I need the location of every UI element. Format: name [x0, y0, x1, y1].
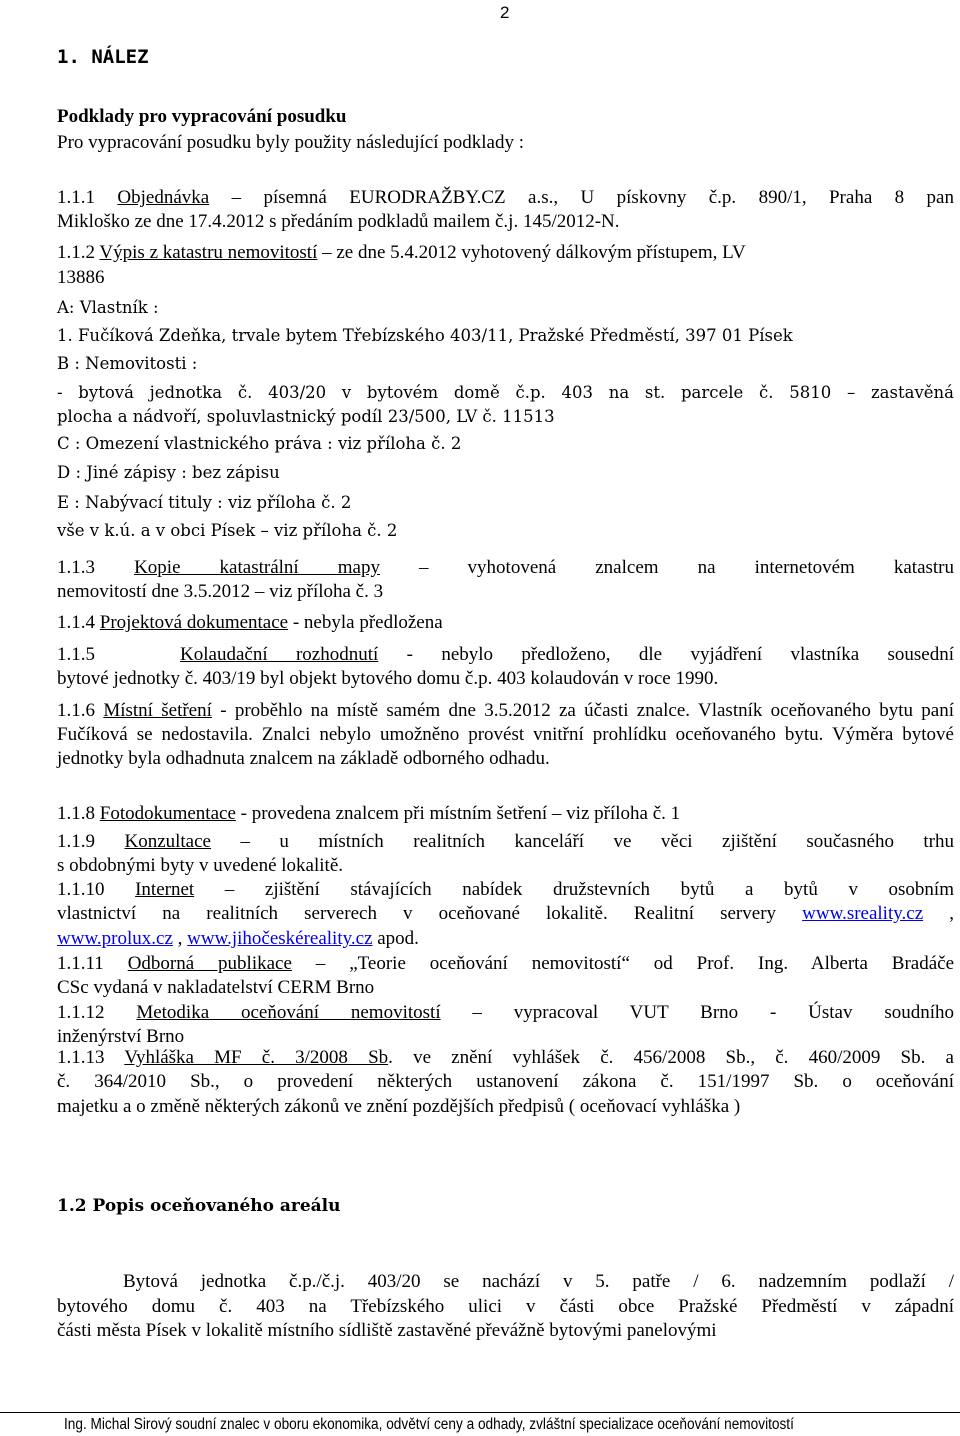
item-1-1-5-line1: [57, 643, 954, 667]
item-title: Odborná publikace: [127, 953, 292, 974]
item-text: - nebyla předložena: [288, 612, 443, 633]
limits-line: C : Omezení vlastnického práva : viz příloha č. 2: [57, 434, 462, 453]
intro-text: Pro vypracování posudku byly použity následující podklady :: [57, 132, 525, 153]
item-number: 1.1.6: [57, 700, 95, 721]
item-title: Kolaudační rozhodnutí: [180, 644, 379, 665]
item-number: 1.1.9: [57, 831, 95, 852]
item-1-1-3-line1: [57, 556, 954, 580]
item-1-1-5-line2: bytové jednotky č. 403/19 byl objekt bytového domu č.p. 403 kolaudován v roce 1990.: [57, 668, 719, 689]
item-text: vlastnictví na realitních serverech v oceňované lokalitě. Realitní servery: [57, 903, 803, 924]
link-jihoceske-reality[interactable]: www.jihočeskéreality.cz: [187, 928, 373, 949]
item-title: Objednávka: [117, 187, 210, 208]
item-title: Vyhláška MF č. 3/2008 Sb: [124, 1047, 389, 1068]
section-heading-nalez: 1. NÁLEZ: [57, 46, 149, 68]
item-number: 1.1.8: [57, 803, 95, 824]
item-text: - nebylo předloženo, dle vyjádření vlastníka sousední: [378, 644, 954, 665]
item-title: Výpis z katastru nemovitostí: [99, 242, 318, 263]
property-label: B : Nemovitosti :: [57, 354, 198, 373]
item-text: . ve znění vyhlášek č. 456/2008 Sb., č. 460/2009 Sb. a: [388, 1047, 954, 1068]
subheading-podklady: Podklady pro vypracování posudku: [57, 106, 347, 127]
item-title: Fotodokumentace: [99, 803, 236, 824]
item-1-1-13-line2: č. 364/2010 Sb., o provedení některých ustanovení zákona č. 151/1997 Sb. o oceňování: [57, 1071, 954, 1092]
property-line1: - bytová jednotka č. 403/20 v bytovém domě č.p. 403 na st. parcele č. 5810 – zastavěná: [57, 383, 954, 402]
item-number: 1.1.11: [57, 953, 104, 974]
item-text: – zjištění stávajících nabídek družstevních bytů a bytů v osobním: [194, 879, 954, 900]
item-number: 1.1.10: [57, 879, 105, 900]
other-entries-line: D : Jiné zápisy : bez zápisu: [57, 463, 280, 482]
item-number: 1.1.1: [57, 187, 95, 208]
item-1-1-1-line2: Mikloško ze dne 17.4.2012 s předáním podkladů mailem č.j. 145/2012-N.: [57, 211, 620, 232]
item-text: – vypracoval VUT Brno - Ústav soudního: [440, 1002, 954, 1023]
item-1-1-9-line1: [57, 830, 954, 854]
item-text: – „Teorie oceňování nemovitostí“ od Prof. Ing. Alberta Bradáče: [291, 953, 955, 974]
item-number: 1.1.2: [57, 242, 95, 263]
owner-text: 1. Fučíková Zdeňka, trvale bytem Třebízského 403/11, Pražské Předměstí, 397 01 Písek: [57, 326, 793, 345]
item-text: - provedena znalcem při místním šetření – viz příloha č. 1: [235, 803, 681, 824]
item-title: Konzultace: [124, 831, 211, 852]
item-1-1-2-line2: 13886: [57, 267, 105, 288]
link-prolux[interactable]: www.prolux.cz: [57, 928, 173, 949]
item-1-1-1-line1: [57, 186, 954, 210]
page-number: 2: [500, 3, 510, 22]
item-1-1-8: [57, 802, 680, 826]
item-1-1-6: [57, 699, 954, 771]
popis-line2: bytového domu č. 403 na Třebízského ulici v části obce Pražské Předměstí v západní: [57, 1296, 954, 1317]
popis-line1: Bytová jednotka č.p./č.j. 403/20 se nachází v 5. patře / 6. nadzemním podlaží /: [123, 1271, 954, 1292]
link-separator: ,: [923, 903, 954, 924]
item-text: – vyhotovená znalcem na internetovém katastru: [379, 557, 955, 578]
item-1-1-12-line1: [57, 1001, 954, 1025]
item-number: 1.1.5: [57, 644, 95, 665]
item-number: 1.1.12: [57, 1002, 105, 1023]
popis-line3: části města Písek v lokalitě místního sídliště zastavěné převážně bytovými panelovými: [57, 1320, 717, 1341]
footer-divider: [0, 1412, 960, 1413]
item-title: Místní šetření: [103, 700, 212, 721]
item-1-1-11-line1: [57, 952, 954, 976]
item-1-1-10-line1: [57, 878, 954, 902]
item-1-1-9-line2: s obdobnými byty v uvedené lokalitě.: [57, 855, 344, 876]
link-sreality[interactable]: www.sreality.cz: [802, 903, 924, 924]
item-1-1-12-line2: inženýrství Brno: [57, 1026, 185, 1047]
item-title: Kopie katastrální mapy: [134, 557, 380, 578]
item-1-1-13-line1: [57, 1046, 954, 1070]
acquisition-titles-line: E : Nabývací tituly : viz příloha č. 2: [57, 493, 352, 512]
item-title: Internet: [135, 879, 195, 900]
item-text: - proběhlo na místě samém dne 3.5.2012 za účasti znalce. Vlastník oceňovaného bytu paní Fučíková se nedostavila. Znalci nebylo umožněno provést vnitřní prohlídku oceňovaného bytu. Výměra bytové jednotky byla odhadnuta znalcem na základě odborného odhadu.: [57, 700, 954, 769]
item-title: Projektová dokumentace: [99, 612, 289, 633]
item-1-1-10-line2: [57, 902, 954, 926]
item-1-1-3-line2: nemovitostí dne 3.5.2012 – viz příloha č. 3: [57, 581, 384, 602]
item-number: 1.1.4: [57, 612, 95, 633]
footer-text: Ing. Michal Sirový soudní znalec v oboru ekonomika, odvětví ceny a odhady, zvláštní specializace oceňování nemovitostí: [64, 1416, 794, 1433]
item-1-1-2-line1: [57, 241, 746, 265]
item-title: Metodika oceňování nemovitostí: [136, 1002, 441, 1023]
item-1-1-10-line3: [57, 927, 419, 951]
item-1-1-4: [57, 611, 443, 635]
item-number: 1.1.13: [57, 1047, 105, 1068]
item-text: – písemná EURODRAŽBY.CZ a.s., U pískovny č.p. 890/1, Praha 8 pan: [209, 187, 954, 208]
section-heading-popis: 1.2 Popis oceňovaného areálu: [57, 1196, 341, 1216]
item-1-1-13-line3: majetku a o změně některých zákonů ve znění pozdějších předpisů ( oceňovací vyhláška ): [57, 1096, 741, 1117]
item-text: – u místních realitních kanceláří ve věci zjištění současného trhu: [210, 831, 955, 852]
item-number: 1.1.3: [57, 557, 95, 578]
item-text: apod.: [372, 928, 419, 949]
link-separator: ,: [172, 928, 188, 949]
property-line2: plocha a nádvoří, spoluvlastnický podíl 23/500, LV č. 11513: [57, 407, 555, 426]
cadastre-line: vše v k.ú. a v obci Písek – viz příloha č. 2: [57, 521, 398, 540]
owner-label: A: Vlastník :: [57, 298, 159, 317]
item-text: – ze dne 5.4.2012 vyhotovený dálkovým přístupem, LV: [317, 242, 746, 263]
item-1-1-11-line2: CSc vydaná v nakladatelství CERM Brno: [57, 977, 375, 998]
